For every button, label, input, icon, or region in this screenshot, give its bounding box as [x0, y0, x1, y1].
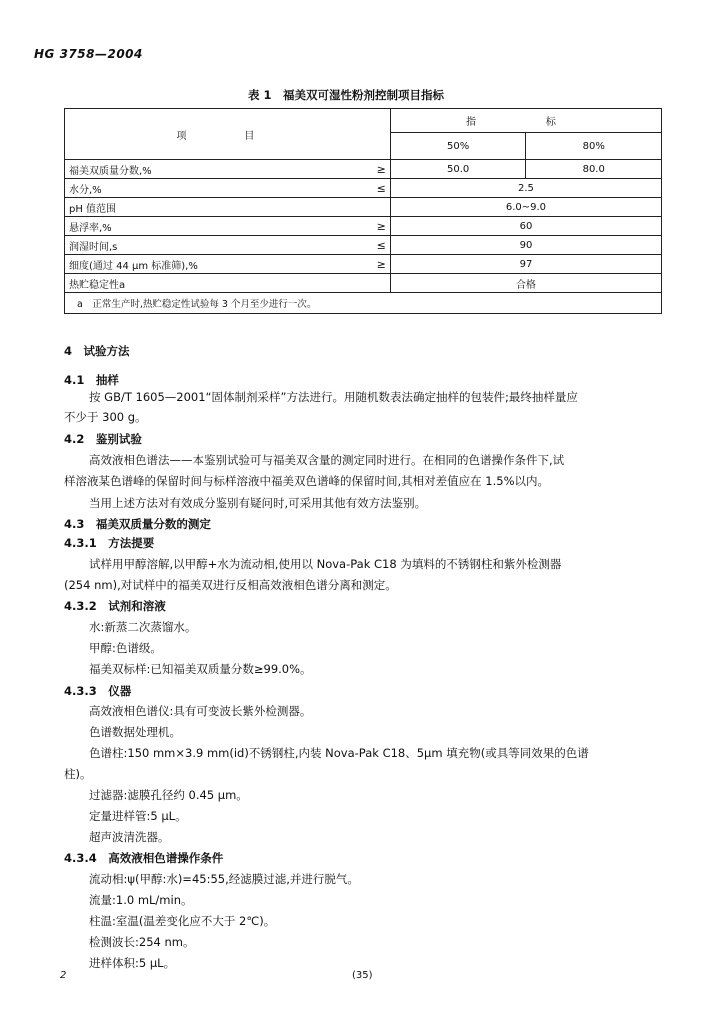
table-footnote: a 正常生产时,热贮稳定性试验每 3 个月至少进行一次。 [65, 293, 662, 314]
table-caption: 表 1 福美双可湿性粉剂控制项目指标 [248, 88, 445, 102]
row-item: 水分,% [65, 179, 354, 198]
list-item: 甲醇:色谱级。 [89, 641, 162, 655]
list-item: 水:新蒸二次蒸馏水。 [89, 620, 197, 634]
list-item: 定量进样管:5 μL。 [89, 809, 187, 823]
section-heading: 4.3.4 高效液相色谱操作条件 [64, 851, 224, 865]
row-value: 合格 [390, 274, 661, 293]
row-value: 2.5 [390, 179, 661, 198]
row-symbol: ≥ [353, 255, 390, 274]
row-item: pH 值范围 [65, 198, 354, 217]
row-value: 90 [390, 236, 661, 255]
table-row [65, 255, 662, 274]
table-row [65, 179, 662, 198]
paragraph-line: 高效液相色谱法——本鉴别试验可与福美双含量的测定同时进行。在相同的色谱操作条件下,试 [89, 453, 565, 467]
row-item: 福美双质量分数,% [65, 160, 354, 179]
section-heading: 4.3.3 仪器 [64, 684, 132, 698]
list-item: 流量:1.0 mL/min。 [89, 893, 193, 907]
row-symbol [353, 198, 390, 217]
section-heading: 4.3.2 试剂和溶液 [64, 599, 166, 613]
section-heading: 4 试验方法 [64, 344, 130, 358]
page-number: 2 [60, 970, 67, 981]
section-heading: 4.1 抽样 [64, 373, 119, 387]
list-item: 进样体积:5 μL。 [89, 956, 176, 970]
paragraph-line: 试样用甲醇溶解,以甲醇+水为流动相,使用以 Nova-Pak C18 为填料的不锈钢柱和紫外检测器 [89, 557, 562, 571]
table-header-item: 项 目 [65, 109, 391, 160]
table-row [65, 274, 662, 293]
list-item: 福美双标样:已知福美双质量分数≥99.0%。 [89, 662, 312, 676]
list-item: 过滤器:滤膜孔径约 0.45 μm。 [89, 788, 248, 802]
list-item: 柱)。 [64, 767, 92, 781]
row-item: 悬浮率,% [65, 217, 354, 236]
paragraph-line: 按 GB/T 1605—2001“固体制剂采样”方法进行。用随机数表法确定抽样的包装件;最终抽样量应 [89, 390, 578, 404]
list-item: 流动相:ψ(甲醇:水)=45:55,经滤膜过滤,并进行脱气。 [89, 872, 359, 886]
row-symbol: ≤ [353, 179, 390, 198]
list-item: 色谱数据处理机。 [89, 725, 181, 739]
row-item: 热贮稳定性a [65, 274, 354, 293]
list-item: 高效液相色谱仪:具有可变波长紫外检测器。 [89, 704, 312, 718]
standard-code: HG 3758—2004 [34, 47, 143, 61]
row-value-80: 80.0 [526, 160, 662, 179]
list-item: 色谱柱:150 mm×3.9 mm(id)不锈钢柱,内装 Nova-Pak C18、5μm 填充物(或具等同效果的色谱 [89, 746, 589, 760]
table-row [65, 236, 662, 255]
spec-table [64, 108, 662, 314]
paragraph-line: 当用上述方法对有效成分鉴别有疑问时,可采用其他有效方法鉴别。 [89, 496, 427, 510]
table-row [65, 198, 662, 217]
page-code: (35) [352, 970, 373, 981]
row-symbol [353, 274, 390, 293]
section-heading: 4.3 福美双质量分数的测定 [64, 517, 211, 531]
row-symbol: ≤ [353, 236, 390, 255]
list-item: 检测波长:254 nm。 [89, 935, 195, 949]
paragraph-line: 样溶液某色谱峰的保留时间与标样溶液中福美双色谱峰的保留时间,其相对差值应在 1.5%以内。 [64, 474, 550, 488]
row-item: 细度(通过 44 μm 标准筛),% [65, 255, 354, 274]
table-header-80: 80% [526, 133, 662, 160]
table-header-50: 50% [390, 133, 526, 160]
row-value: 97 [390, 255, 661, 274]
row-symbol: ≥ [353, 217, 390, 236]
section-heading: 4.3.1 方法提要 [64, 536, 155, 550]
row-value: 6.0~9.0 [390, 198, 661, 217]
paragraph-line: (254 nm),对试样中的福美双进行反相高效液相色谱分离和测定。 [64, 578, 397, 592]
section-heading: 4.2 鉴别试验 [64, 432, 142, 446]
row-value-50: 50.0 [390, 160, 526, 179]
row-symbol: ≥ [353, 160, 390, 179]
paragraph-line: 不少于 300 g。 [64, 410, 147, 424]
list-item: 柱温:室温(温差变化应不大于 2℃)。 [89, 914, 276, 928]
table-row [65, 217, 662, 236]
row-item: 润湿时间,s [65, 236, 354, 255]
table-header-index: 指 标 [390, 109, 661, 133]
table-row [65, 160, 662, 179]
list-item: 超声波清洗器。 [89, 830, 170, 844]
row-value: 60 [390, 217, 661, 236]
